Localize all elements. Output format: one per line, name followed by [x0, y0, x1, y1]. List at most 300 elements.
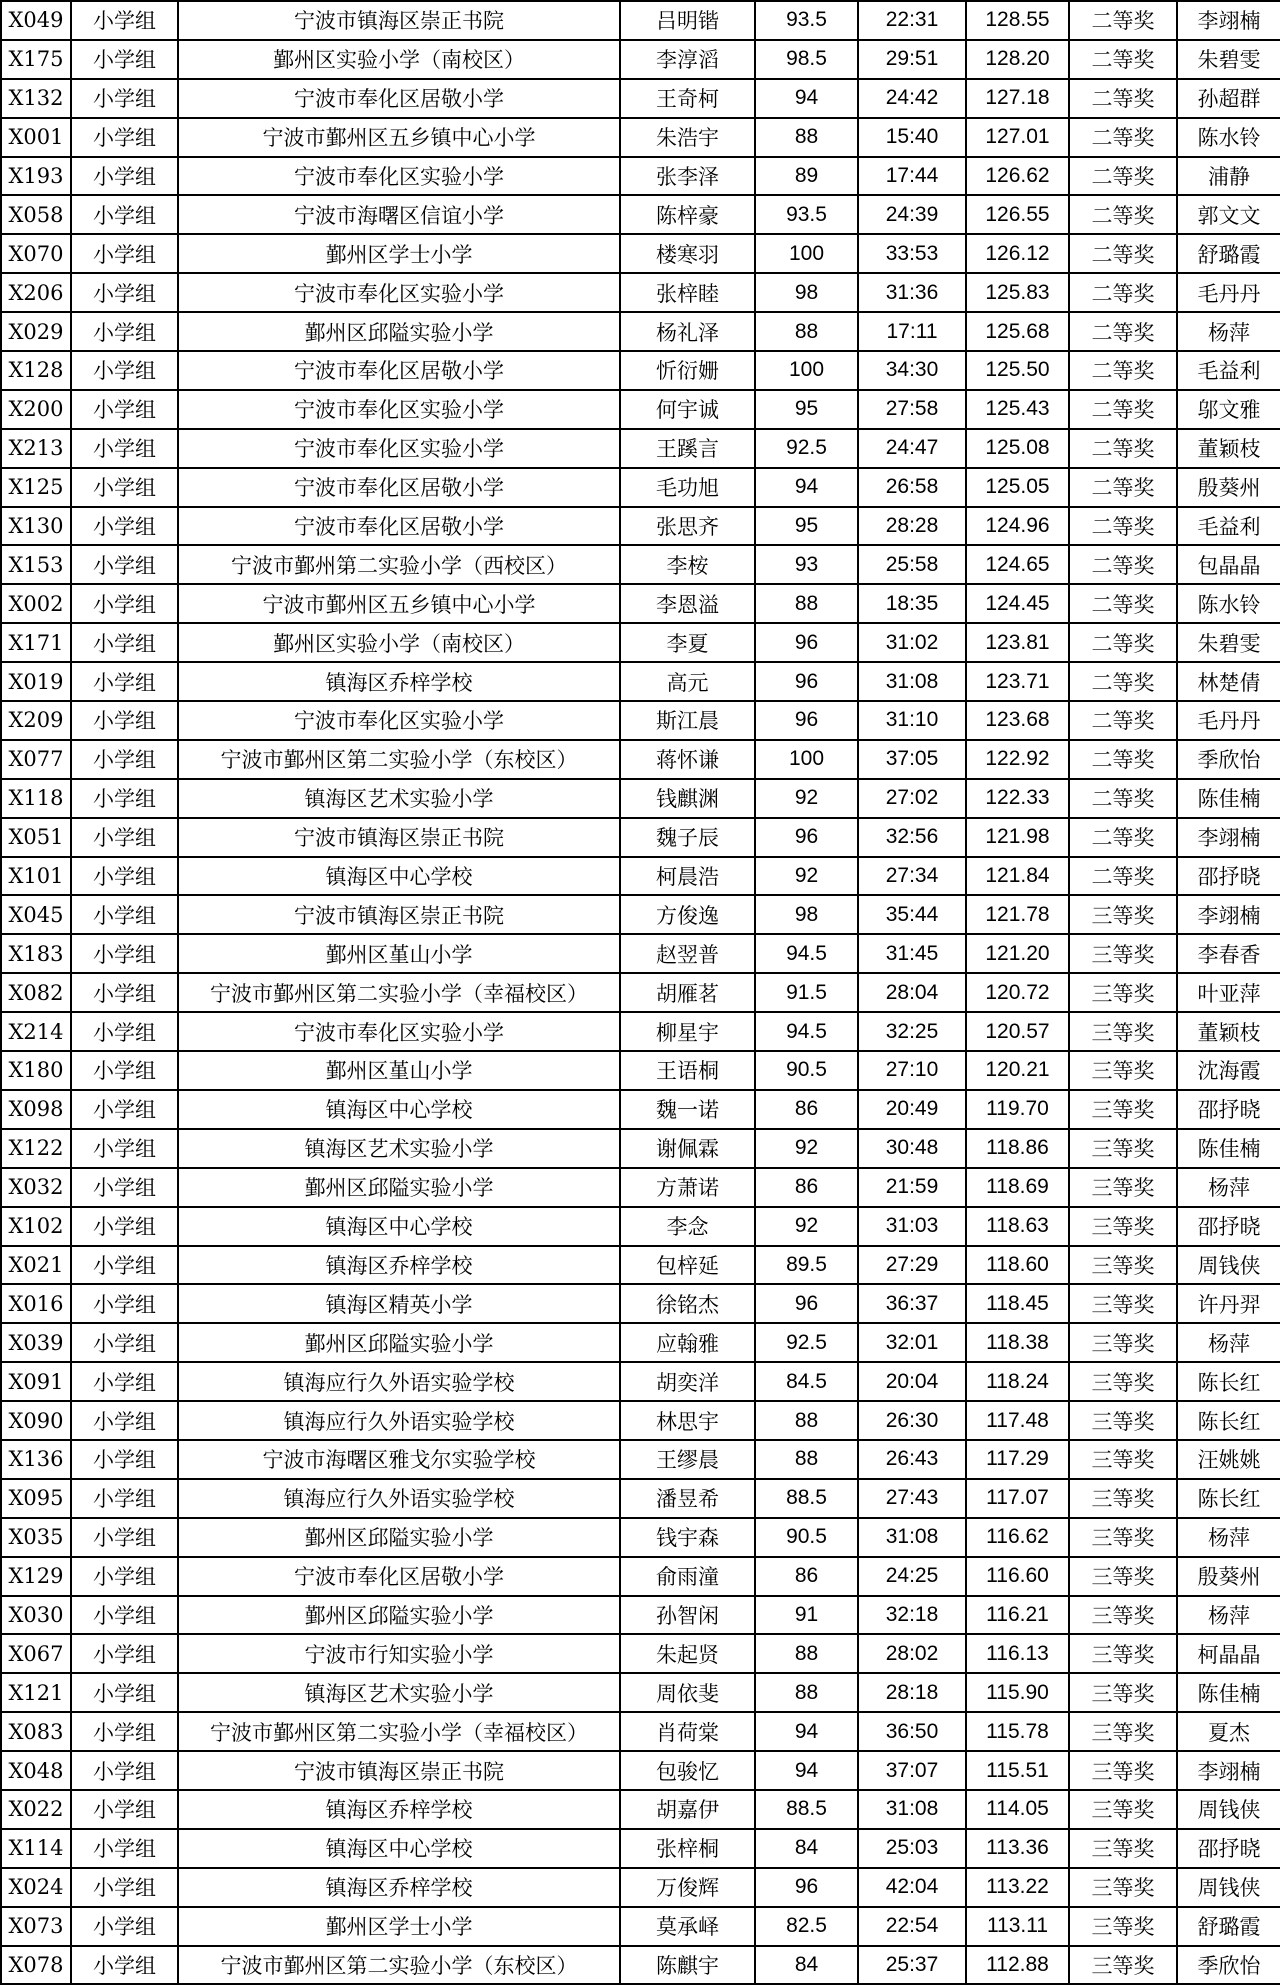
score-cell: 98	[755, 273, 858, 312]
entry-id-cell: X016	[1, 1284, 71, 1323]
table-row	[1, 1596, 1280, 1635]
score-cell: 88	[755, 584, 858, 623]
group-cell: 小学组	[71, 1129, 178, 1168]
table-row	[1, 79, 1280, 118]
school-cell: 镇海区乔梓学校	[178, 1246, 620, 1285]
award-cell: 三等奖	[1069, 1518, 1177, 1557]
student-name-cell: 包梓延	[620, 1246, 755, 1285]
school-cell: 鄞州区学士小学	[178, 1907, 620, 1946]
school-cell: 宁波市鄞州区第二实验小学（幸福校区）	[178, 1712, 620, 1751]
table-row	[1, 1362, 1280, 1401]
teacher-cell: 董颖枝	[1177, 1012, 1280, 1051]
school-cell: 镇海应行久外语实验学校	[178, 1401, 620, 1440]
student-name-cell: 胡雁茗	[620, 973, 755, 1012]
teacher-cell: 朱碧雯	[1177, 40, 1280, 79]
table-row	[1, 468, 1280, 507]
total-score-cell: 118.38	[966, 1323, 1069, 1362]
student-name-cell: 孙智闲	[620, 1596, 755, 1635]
score-cell: 92	[755, 857, 858, 896]
score-cell: 96	[755, 662, 858, 701]
award-cell: 二等奖	[1069, 779, 1177, 818]
award-cell: 二等奖	[1069, 157, 1177, 196]
school-cell: 宁波市鄞州区第二实验小学（东校区）	[178, 1946, 620, 1985]
time-cell: 31:08	[858, 1790, 966, 1829]
score-cell: 95	[755, 390, 858, 429]
school-cell: 鄞州区学士小学	[178, 234, 620, 273]
entry-id-cell: X048	[1, 1751, 71, 1790]
table-row	[1, 934, 1280, 973]
student-name-cell: 钱宇森	[620, 1518, 755, 1557]
school-cell: 鄞州区堇山小学	[178, 934, 620, 973]
time-cell: 42:04	[858, 1868, 966, 1907]
entry-id-cell: X058	[1, 195, 71, 234]
award-cell: 三等奖	[1069, 1557, 1177, 1596]
score-cell: 88.5	[755, 1790, 858, 1829]
group-cell: 小学组	[71, 934, 178, 973]
teacher-cell: 杨萍	[1177, 1596, 1280, 1635]
school-cell: 宁波市奉化区实验小学	[178, 273, 620, 312]
teacher-cell: 董颖枝	[1177, 429, 1280, 468]
table-row	[1, 1673, 1280, 1712]
award-cell: 二等奖	[1069, 857, 1177, 896]
award-cell: 二等奖	[1069, 623, 1177, 662]
score-cell: 88	[755, 1673, 858, 1712]
school-cell: 宁波市海曙区雅戈尔实验学校	[178, 1440, 620, 1479]
total-score-cell: 117.48	[966, 1401, 1069, 1440]
score-cell: 84	[755, 1946, 858, 1985]
school-cell: 镇海区艺术实验小学	[178, 1129, 620, 1168]
student-name-cell: 王蹊言	[620, 429, 755, 468]
school-cell: 宁波市海曙区信谊小学	[178, 195, 620, 234]
table-row	[1, 1479, 1280, 1518]
award-cell: 二等奖	[1069, 273, 1177, 312]
score-cell: 93	[755, 545, 858, 584]
group-cell: 小学组	[71, 1557, 178, 1596]
entry-id-cell: X077	[1, 740, 71, 779]
teacher-cell: 周钱侠	[1177, 1868, 1280, 1907]
score-cell: 96	[755, 701, 858, 740]
table-row	[1, 1829, 1280, 1868]
school-cell: 镇海区乔梓学校	[178, 1868, 620, 1907]
table-row	[1, 895, 1280, 934]
award-cell: 三等奖	[1069, 934, 1177, 973]
group-cell: 小学组	[71, 740, 178, 779]
time-cell: 31:02	[858, 623, 966, 662]
student-name-cell: 李淳滔	[620, 40, 755, 79]
student-name-cell: 王语桐	[620, 1051, 755, 1090]
award-cell: 三等奖	[1069, 1323, 1177, 1362]
table-row	[1, 1090, 1280, 1129]
score-cell: 93.5	[755, 1, 858, 40]
score-cell: 94	[755, 1751, 858, 1790]
score-cell: 93.5	[755, 195, 858, 234]
school-cell: 宁波市镇海区崇正书院	[178, 1, 620, 40]
school-cell: 宁波市奉化区实验小学	[178, 1012, 620, 1051]
total-score-cell: 116.62	[966, 1518, 1069, 1557]
table-row	[1, 584, 1280, 623]
total-score-cell: 112.88	[966, 1946, 1069, 1985]
table-row	[1, 1751, 1280, 1790]
score-cell: 86	[755, 1557, 858, 1596]
time-cell: 27:10	[858, 1051, 966, 1090]
total-score-cell: 118.24	[966, 1362, 1069, 1401]
school-cell: 宁波市镇海区崇正书院	[178, 895, 620, 934]
total-score-cell: 124.65	[966, 545, 1069, 584]
score-cell: 96	[755, 1284, 858, 1323]
teacher-cell: 汪姚姚	[1177, 1440, 1280, 1479]
group-cell: 小学组	[71, 273, 178, 312]
time-cell: 31:36	[858, 273, 966, 312]
entry-id-cell: X209	[1, 701, 71, 740]
award-cell: 二等奖	[1069, 545, 1177, 584]
teacher-cell: 季欣怡	[1177, 740, 1280, 779]
award-cell: 三等奖	[1069, 1634, 1177, 1673]
student-name-cell: 魏一诺	[620, 1090, 755, 1129]
score-cell: 94.5	[755, 1012, 858, 1051]
school-cell: 镇海区精英小学	[178, 1284, 620, 1323]
school-cell: 宁波市镇海区崇正书院	[178, 818, 620, 857]
award-cell: 三等奖	[1069, 1790, 1177, 1829]
score-cell: 100	[755, 234, 858, 273]
total-score-cell: 121.98	[966, 818, 1069, 857]
score-cell: 94	[755, 79, 858, 118]
student-name-cell: 张梓睦	[620, 273, 755, 312]
time-cell: 31:03	[858, 1207, 966, 1246]
total-score-cell: 126.55	[966, 195, 1069, 234]
time-cell: 28:18	[858, 1673, 966, 1712]
group-cell: 小学组	[71, 1518, 178, 1557]
entry-id-cell: X200	[1, 390, 71, 429]
student-name-cell: 王奇柯	[620, 79, 755, 118]
student-name-cell: 李恩溢	[620, 584, 755, 623]
group-cell: 小学组	[71, 1596, 178, 1635]
teacher-cell: 杨萍	[1177, 1518, 1280, 1557]
score-cell: 89	[755, 157, 858, 196]
teacher-cell: 陈水铃	[1177, 118, 1280, 157]
entry-id-cell: X136	[1, 1440, 71, 1479]
teacher-cell: 杨萍	[1177, 1168, 1280, 1207]
student-name-cell: 钱麒渊	[620, 779, 755, 818]
teacher-cell: 杨萍	[1177, 1323, 1280, 1362]
student-name-cell: 柯晨浩	[620, 857, 755, 896]
award-cell: 二等奖	[1069, 118, 1177, 157]
student-name-cell: 陈梓豪	[620, 195, 755, 234]
total-score-cell: 113.22	[966, 1868, 1069, 1907]
award-cell: 三等奖	[1069, 1246, 1177, 1285]
score-cell: 89.5	[755, 1246, 858, 1285]
entry-id-cell: X095	[1, 1479, 71, 1518]
school-cell: 宁波市鄞州区第二实验小学（幸福校区）	[178, 973, 620, 1012]
entry-id-cell: X125	[1, 468, 71, 507]
score-cell: 96	[755, 818, 858, 857]
entry-id-cell: X183	[1, 934, 71, 973]
total-score-cell: 115.78	[966, 1712, 1069, 1751]
student-name-cell: 蒋怀谦	[620, 740, 755, 779]
entry-id-cell: X035	[1, 1518, 71, 1557]
table-row	[1, 1790, 1280, 1829]
teacher-cell: 邵抒晓	[1177, 1090, 1280, 1129]
table-row	[1, 740, 1280, 779]
award-cell: 三等奖	[1069, 1479, 1177, 1518]
total-score-cell: 121.84	[966, 857, 1069, 896]
teacher-cell: 柯晶晶	[1177, 1634, 1280, 1673]
school-cell: 鄞州区邱隘实验小学	[178, 1596, 620, 1635]
teacher-cell: 陈水铃	[1177, 584, 1280, 623]
teacher-cell: 李翊楠	[1177, 895, 1280, 934]
group-cell: 小学组	[71, 234, 178, 273]
student-name-cell: 陈麒宇	[620, 1946, 755, 1985]
score-cell: 96	[755, 623, 858, 662]
teacher-cell: 朱碧雯	[1177, 623, 1280, 662]
student-name-cell: 胡奕洋	[620, 1362, 755, 1401]
student-name-cell: 张思齐	[620, 507, 755, 546]
award-cell: 二等奖	[1069, 429, 1177, 468]
school-cell: 鄞州区邱隘实验小学	[178, 1518, 620, 1557]
score-cell: 98	[755, 895, 858, 934]
total-score-cell: 118.45	[966, 1284, 1069, 1323]
score-cell: 88	[755, 1401, 858, 1440]
time-cell: 31:08	[858, 662, 966, 701]
total-score-cell: 123.68	[966, 701, 1069, 740]
time-cell: 36:37	[858, 1284, 966, 1323]
total-score-cell: 118.63	[966, 1207, 1069, 1246]
student-name-cell: 莫承峄	[620, 1907, 755, 1946]
group-cell: 小学组	[71, 1790, 178, 1829]
award-cell: 二等奖	[1069, 312, 1177, 351]
total-score-cell: 122.92	[966, 740, 1069, 779]
table-row	[1, 118, 1280, 157]
time-cell: 31:10	[858, 701, 966, 740]
teacher-cell: 邬文雅	[1177, 390, 1280, 429]
entry-id-cell: X132	[1, 79, 71, 118]
student-name-cell: 潘昱希	[620, 1479, 755, 1518]
award-cell: 二等奖	[1069, 40, 1177, 79]
teacher-cell: 陈佳楠	[1177, 779, 1280, 818]
school-cell: 宁波市奉化区居敬小学	[178, 1557, 620, 1596]
teacher-cell: 毛丹丹	[1177, 273, 1280, 312]
teacher-cell: 殷葵州	[1177, 468, 1280, 507]
total-score-cell: 127.18	[966, 79, 1069, 118]
score-cell: 88.5	[755, 1479, 858, 1518]
total-score-cell: 125.50	[966, 351, 1069, 390]
entry-id-cell: X082	[1, 973, 71, 1012]
student-name-cell: 李夏	[620, 623, 755, 662]
student-name-cell: 万俊辉	[620, 1868, 755, 1907]
total-score-cell: 122.33	[966, 779, 1069, 818]
total-score-cell: 126.12	[966, 234, 1069, 273]
school-cell: 宁波市鄞州第二实验小学（西校区）	[178, 545, 620, 584]
time-cell: 18:35	[858, 584, 966, 623]
award-cell: 三等奖	[1069, 1207, 1177, 1246]
table-row	[1, 1051, 1280, 1090]
teacher-cell: 季欣怡	[1177, 1946, 1280, 1985]
total-score-cell: 128.20	[966, 40, 1069, 79]
student-name-cell: 李念	[620, 1207, 755, 1246]
teacher-cell: 舒璐霞	[1177, 234, 1280, 273]
school-cell: 宁波市鄞州区第二实验小学（东校区）	[178, 740, 620, 779]
group-cell: 小学组	[71, 40, 178, 79]
school-cell: 宁波市鄞州区五乡镇中心小学	[178, 118, 620, 157]
total-score-cell: 125.83	[966, 273, 1069, 312]
group-cell: 小学组	[71, 1868, 178, 1907]
total-score-cell: 118.86	[966, 1129, 1069, 1168]
table-row	[1, 1557, 1280, 1596]
award-cell: 二等奖	[1069, 662, 1177, 701]
entry-id-cell: X193	[1, 157, 71, 196]
score-cell: 91.5	[755, 973, 858, 1012]
entry-id-cell: X019	[1, 662, 71, 701]
time-cell: 26:43	[858, 1440, 966, 1479]
table-row	[1, 429, 1280, 468]
group-cell: 小学组	[71, 818, 178, 857]
award-cell: 二等奖	[1069, 818, 1177, 857]
total-score-cell: 121.20	[966, 934, 1069, 973]
student-name-cell: 赵翌普	[620, 934, 755, 973]
entry-id-cell: X030	[1, 1596, 71, 1635]
score-cell: 92	[755, 1129, 858, 1168]
time-cell: 24:42	[858, 79, 966, 118]
total-score-cell: 115.90	[966, 1673, 1069, 1712]
score-cell: 84	[755, 1829, 858, 1868]
time-cell: 25:58	[858, 545, 966, 584]
time-cell: 24:39	[858, 195, 966, 234]
school-cell: 镇海区中心学校	[178, 1090, 620, 1129]
total-score-cell: 118.60	[966, 1246, 1069, 1285]
group-cell: 小学组	[71, 662, 178, 701]
time-cell: 32:01	[858, 1323, 966, 1362]
teacher-cell: 陈长红	[1177, 1401, 1280, 1440]
time-cell: 15:40	[858, 118, 966, 157]
entry-id-cell: X022	[1, 1790, 71, 1829]
teacher-cell: 杨萍	[1177, 312, 1280, 351]
score-cell: 88	[755, 1634, 858, 1673]
award-cell: 三等奖	[1069, 1712, 1177, 1751]
school-cell: 鄞州区邱隘实验小学	[178, 312, 620, 351]
group-cell: 小学组	[71, 468, 178, 507]
score-cell: 88	[755, 1440, 858, 1479]
total-score-cell: 126.62	[966, 157, 1069, 196]
student-name-cell: 何宇诚	[620, 390, 755, 429]
score-cell: 96	[755, 1868, 858, 1907]
group-cell: 小学组	[71, 973, 178, 1012]
award-cell: 三等奖	[1069, 1751, 1177, 1790]
total-score-cell: 124.96	[966, 507, 1069, 546]
student-name-cell: 方俊逸	[620, 895, 755, 934]
teacher-cell: 陈佳楠	[1177, 1129, 1280, 1168]
award-cell: 三等奖	[1069, 1596, 1177, 1635]
time-cell: 20:49	[858, 1090, 966, 1129]
award-cell: 三等奖	[1069, 1401, 1177, 1440]
student-name-cell: 林思宇	[620, 1401, 755, 1440]
student-name-cell: 毛功旭	[620, 468, 755, 507]
table-row	[1, 351, 1280, 390]
total-score-cell: 128.55	[966, 1, 1069, 40]
entry-id-cell: X171	[1, 623, 71, 662]
teacher-cell: 毛益利	[1177, 507, 1280, 546]
time-cell: 31:45	[858, 934, 966, 973]
entry-id-cell: X102	[1, 1207, 71, 1246]
student-name-cell: 忻衍姗	[620, 351, 755, 390]
score-cell: 92	[755, 779, 858, 818]
group-cell: 小学组	[71, 584, 178, 623]
entry-id-cell: X098	[1, 1090, 71, 1129]
total-score-cell: 125.05	[966, 468, 1069, 507]
award-cell: 三等奖	[1069, 1284, 1177, 1323]
school-cell: 宁波市奉化区居敬小学	[178, 79, 620, 118]
table-row	[1, 857, 1280, 896]
student-name-cell: 杨礼泽	[620, 312, 755, 351]
time-cell: 28:28	[858, 507, 966, 546]
table-row	[1, 1518, 1280, 1557]
table-row	[1, 623, 1280, 662]
entry-id-cell: X214	[1, 1012, 71, 1051]
teacher-cell: 李春香	[1177, 934, 1280, 973]
total-score-cell: 117.29	[966, 1440, 1069, 1479]
time-cell: 36:50	[858, 1712, 966, 1751]
entry-id-cell: X213	[1, 429, 71, 468]
total-score-cell: 119.70	[966, 1090, 1069, 1129]
award-cell: 二等奖	[1069, 584, 1177, 623]
entry-id-cell: X032	[1, 1168, 71, 1207]
group-cell: 小学组	[71, 1090, 178, 1129]
group-cell: 小学组	[71, 507, 178, 546]
score-cell: 94	[755, 468, 858, 507]
group-cell: 小学组	[71, 1246, 178, 1285]
award-cell: 三等奖	[1069, 1362, 1177, 1401]
entry-id-cell: X021	[1, 1246, 71, 1285]
table-row	[1, 1168, 1280, 1207]
entry-id-cell: X114	[1, 1829, 71, 1868]
entry-id-cell: X002	[1, 584, 71, 623]
group-cell: 小学组	[71, 1829, 178, 1868]
teacher-cell: 陈长红	[1177, 1479, 1280, 1518]
total-score-cell: 114.05	[966, 1790, 1069, 1829]
group-cell: 小学组	[71, 1751, 178, 1790]
time-cell: 27:34	[858, 857, 966, 896]
student-name-cell: 吕明锴	[620, 1, 755, 40]
total-score-cell: 120.21	[966, 1051, 1069, 1090]
table-row	[1, 1323, 1280, 1362]
score-cell: 100	[755, 351, 858, 390]
time-cell: 20:04	[858, 1362, 966, 1401]
group-cell: 小学组	[71, 312, 178, 351]
teacher-cell: 林楚倩	[1177, 662, 1280, 701]
award-cell: 三等奖	[1069, 1012, 1177, 1051]
score-cell: 98.5	[755, 40, 858, 79]
time-cell: 34:30	[858, 351, 966, 390]
entry-id-cell: X101	[1, 857, 71, 896]
group-cell: 小学组	[71, 1401, 178, 1440]
entry-id-cell: X045	[1, 895, 71, 934]
table-row	[1, 1012, 1280, 1051]
group-cell: 小学组	[71, 1479, 178, 1518]
group-cell: 小学组	[71, 857, 178, 896]
teacher-cell: 夏杰	[1177, 1712, 1280, 1751]
time-cell: 22:54	[858, 1907, 966, 1946]
group-cell: 小学组	[71, 779, 178, 818]
school-cell: 宁波市奉化区实验小学	[178, 701, 620, 740]
group-cell: 小学组	[71, 1323, 178, 1362]
time-cell: 24:25	[858, 1557, 966, 1596]
total-score-cell: 123.81	[966, 623, 1069, 662]
total-score-cell: 117.07	[966, 1479, 1069, 1518]
student-name-cell: 楼寒羽	[620, 234, 755, 273]
group-cell: 小学组	[71, 1946, 178, 1985]
time-cell: 28:04	[858, 973, 966, 1012]
student-name-cell: 斯江晨	[620, 701, 755, 740]
school-cell: 镇海应行久外语实验学校	[178, 1479, 620, 1518]
award-cell: 三等奖	[1069, 895, 1177, 934]
